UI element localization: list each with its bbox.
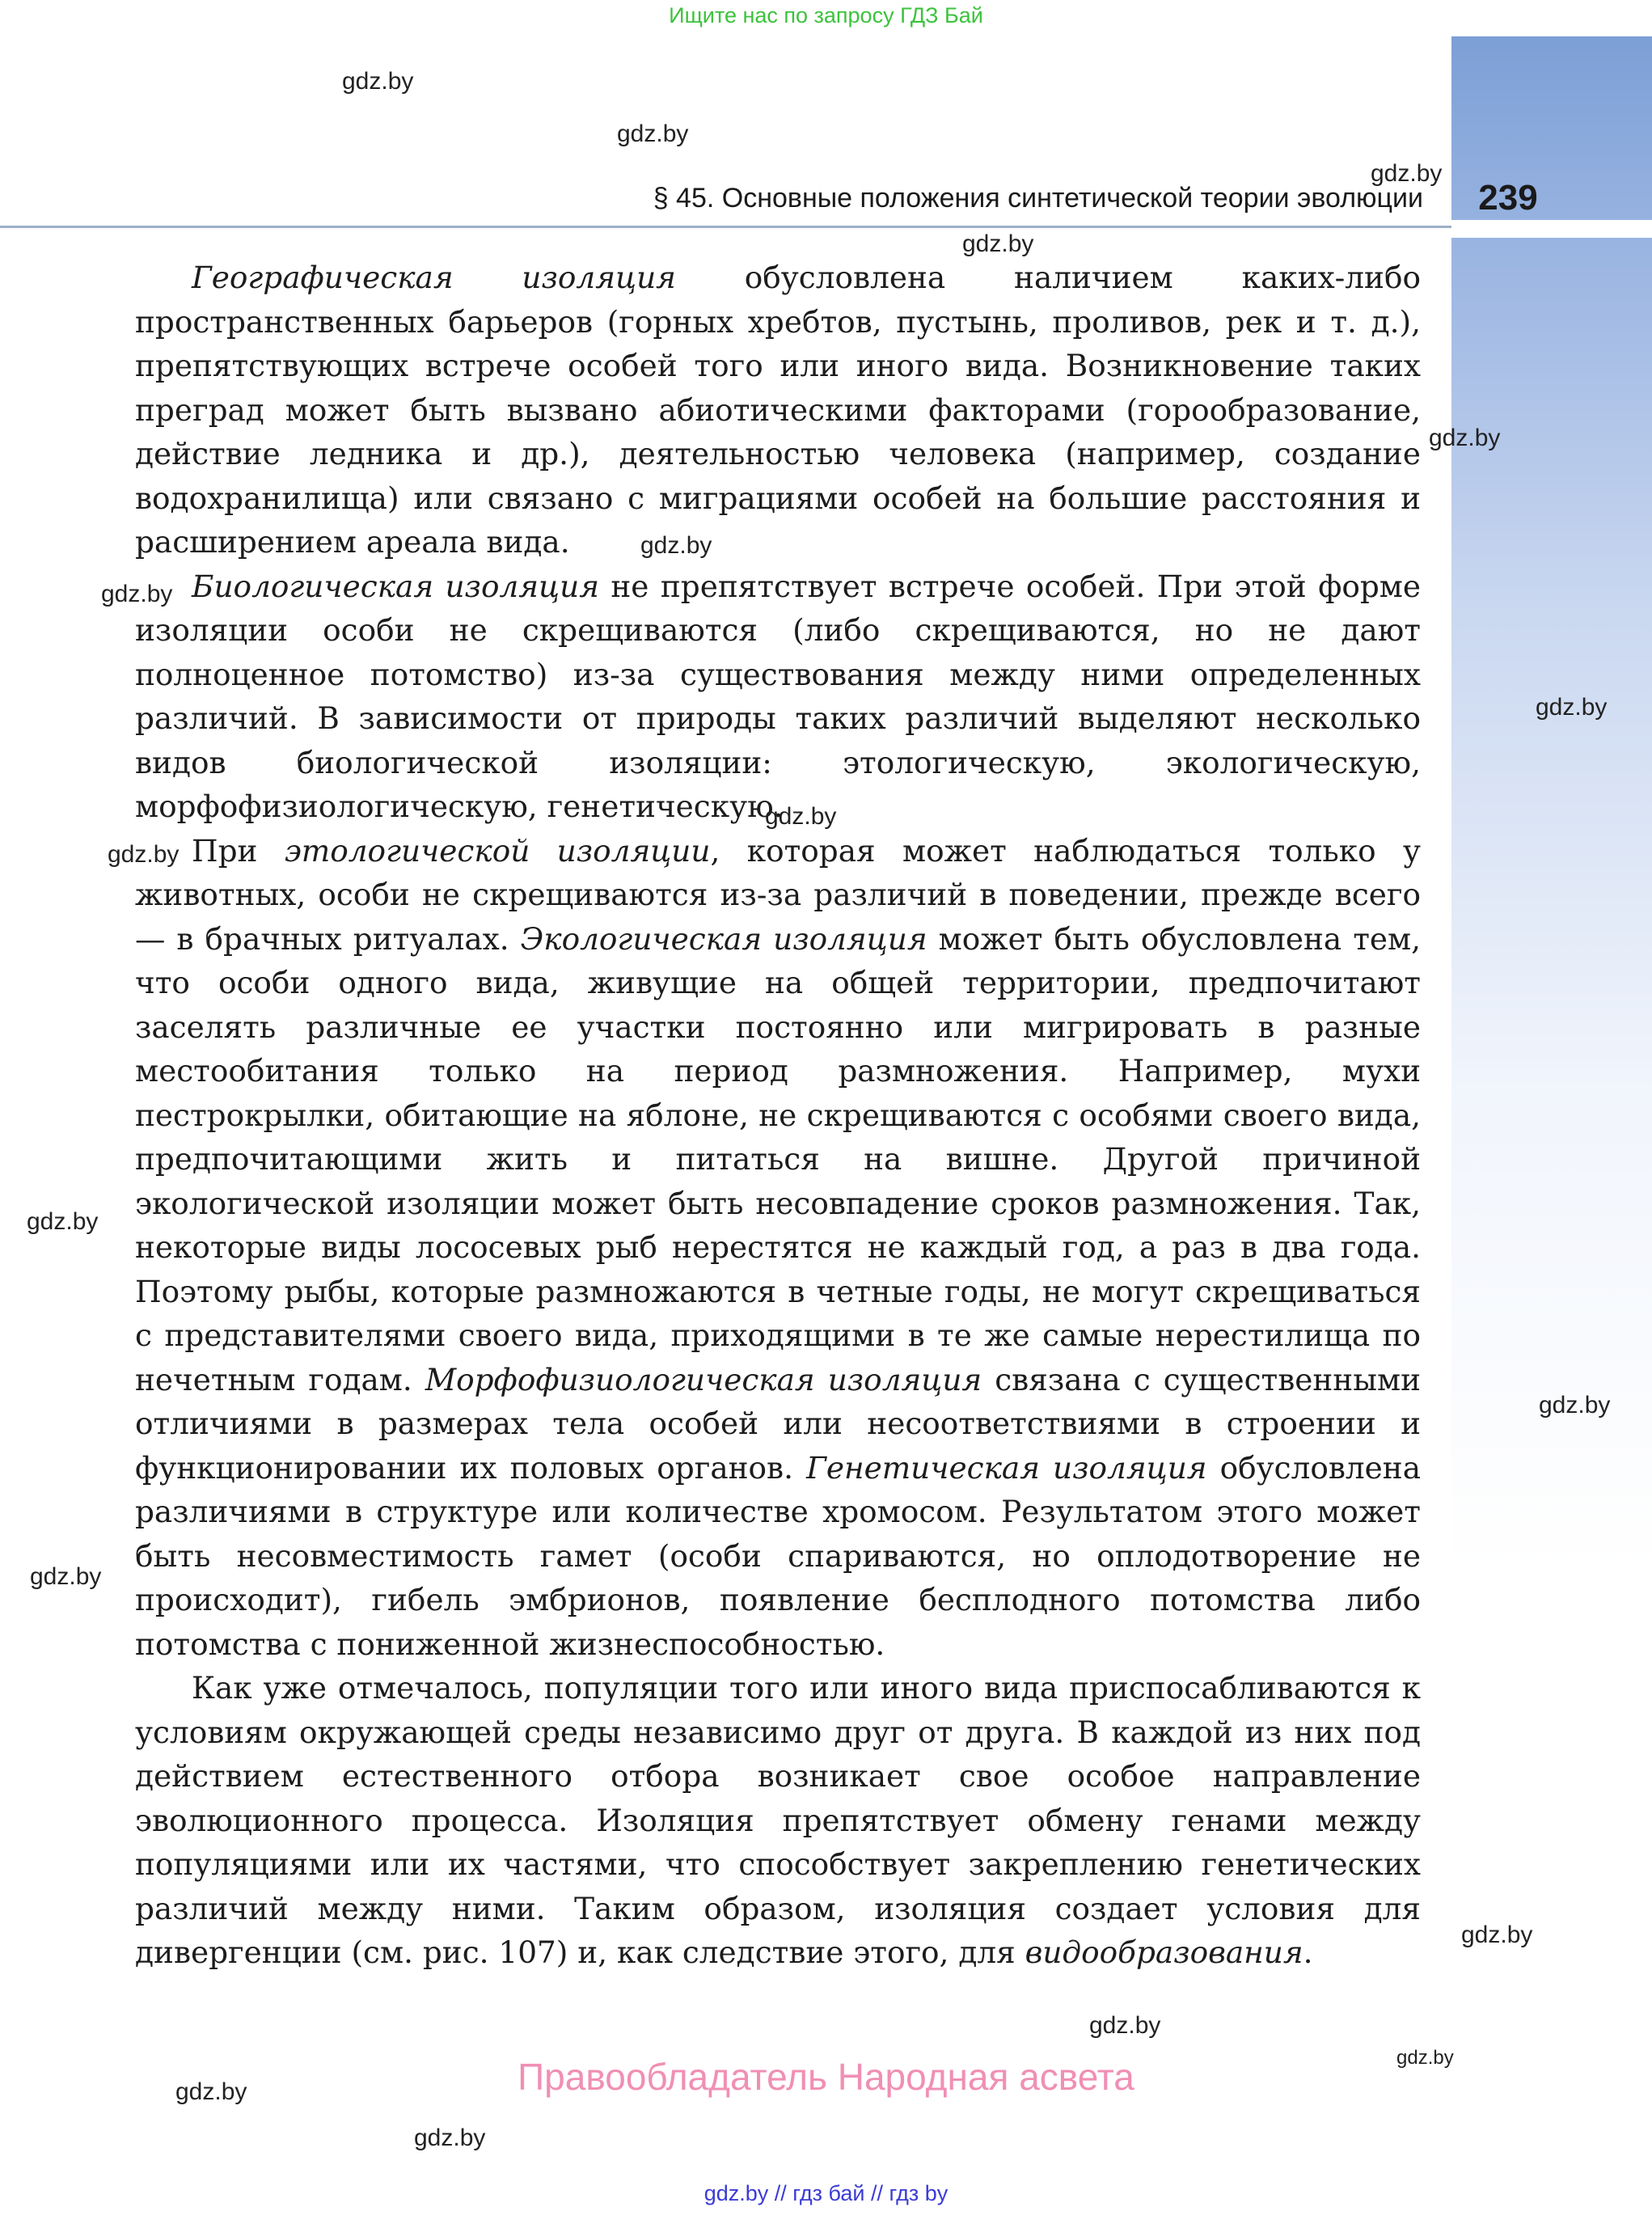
text-run: При <box>192 832 285 869</box>
text-run: , которая может наблюдаться только у животных, особи не скрещиваются из-за различий в поведении, прежде всего — в брачных ритуалах. <box>135 832 1421 957</box>
paragraph-isolation-role <box>135 1666 1421 1975</box>
side-color-band <box>1451 36 1652 2224</box>
watermark: gdz.by <box>101 581 173 607</box>
running-head-title: § 45. Основные положения синтетической теории эволюции <box>653 183 1423 214</box>
text-run: может быть обусловлена тем, что особи одного вида, живущие на общей территории, предпочитают заселять различные ее участки постоянно или мигрировать в разные местообитания только на период размножения. Например, мухи пестрокрылки, обитающие на яблоне, не скрещиваются с особями своего вида, предпочитающими жить и питаться на вишне. Другой причиной экологической изоляции может быть несовпадение сроков размножения. Так, некоторые виды лососевых рыб нерестятся не каждый год, а раз в два года. Поэтому рыбы, которые размножаются в четные годы, не могут скрещиваться с представителями своего вида, приходящими в те же самые нерестилища по нечетным годам. <box>135 920 1422 1397</box>
watermark: gdz.by <box>27 1208 99 1235</box>
copyright-line: Правообладатель Народная асвета <box>518 2056 1134 2098</box>
header-rule <box>0 226 1451 228</box>
side-band-gap <box>1451 220 1652 238</box>
watermark: gdz.by <box>640 532 712 559</box>
text-run: связана с существенными отличиями в размерах тела особей или несоответствиями в строении и функционировании их половых органов. <box>135 1361 1421 1486</box>
italic-term: Генетическая изоляция <box>806 1449 1207 1486</box>
watermark: gdz.by <box>1536 694 1608 721</box>
watermark: gdz.by <box>108 841 180 868</box>
body-text <box>135 256 1421 1975</box>
text-run: Как уже отмечалось, популяции того или иного вида приспосабливаются к условиям окружающей среды независимо друг от друга. В каждой из них под действием естественного отбора возникает свое особое направление эволюционного процесса. Изоляция препятствует обмену генами между популяциями или их частями, что способствует закреплению генетических различий между ними. Таким образом, изоляция создает условия для дивергенции (см. рис. 107) и, как следствие этого, для <box>135 1670 1421 1970</box>
text-run: . <box>1303 1934 1313 1970</box>
watermark: gdz.by <box>962 230 1034 257</box>
italic-term: Географическая изоляция <box>192 260 676 295</box>
italic-term: этологической изоляции <box>284 832 711 869</box>
italic-term: Биологическая изоляция <box>192 568 599 604</box>
watermark: gdz.by <box>1429 425 1501 451</box>
watermark: gdz.by <box>1371 160 1443 187</box>
watermark: gdz.by <box>175 2078 247 2105</box>
bottom-site-banner: gdz.by // гдз бай // гдз by <box>703 2181 949 2205</box>
watermark: gdz.by <box>1539 1392 1611 1419</box>
page-number: 239 <box>1478 178 1538 218</box>
watermark: gdz.by <box>1461 1922 1533 1948</box>
paragraph-geographic-isolation <box>135 256 1421 564</box>
text-run: не препятствует встрече особей. При этой форме изоляции особи не скрещиваются (либо скрещиваются, но не дают полноценное потомство) из-за существования между ними определенных различий. В зависимости от природы таких различий выделяют несколько видов биологической изоляции: этологическую, экологическую, морфофизиологическую, генетическую. <box>135 568 1422 824</box>
top-search-banner: Ищите нас по запросу ГДЗ Бай <box>669 3 983 27</box>
watermark: gdz.by <box>414 2125 486 2151</box>
italic-term: видообразования <box>1025 1934 1303 1970</box>
paragraph-biological-isolation <box>135 564 1421 829</box>
italic-term: Морфофизиологическая изоляция <box>425 1361 982 1397</box>
watermark: gdz.by <box>342 68 414 95</box>
watermark: gdz.by <box>1089 2012 1161 2039</box>
paragraph-isolation-types <box>135 829 1421 1667</box>
text-run: обусловлена различиями в структуре или количестве хромосом. Результатом этого может быть несовместимость гамет (особи спариваются, но оплодотворение не происходит), гибель эмбрионов, появление бесплодного потомства либо потомства с пониженной жизнеспособностью. <box>135 1449 1421 1662</box>
text-run: обусловлена наличием каких-либо пространственных барьеров (горных хребтов, пустынь, проливов, рек и т. д.), препятствующих встрече особей того или иного вида. Возникновение таких преград может быть вызвано абиотическими факторами (горообразование, действие ледника и др.), деятельностью человека (например, создание водохранилища) или связано с миграциями особей на большие расстояния и расширением ареала вида. <box>135 260 1421 560</box>
italic-term: Экологическая изоляция <box>520 920 927 957</box>
watermark: gdz.by <box>1396 2047 1454 2069</box>
watermark: gdz.by <box>765 803 837 830</box>
watermark: gdz.by <box>30 1563 102 1590</box>
watermark: gdz.by <box>617 121 689 147</box>
